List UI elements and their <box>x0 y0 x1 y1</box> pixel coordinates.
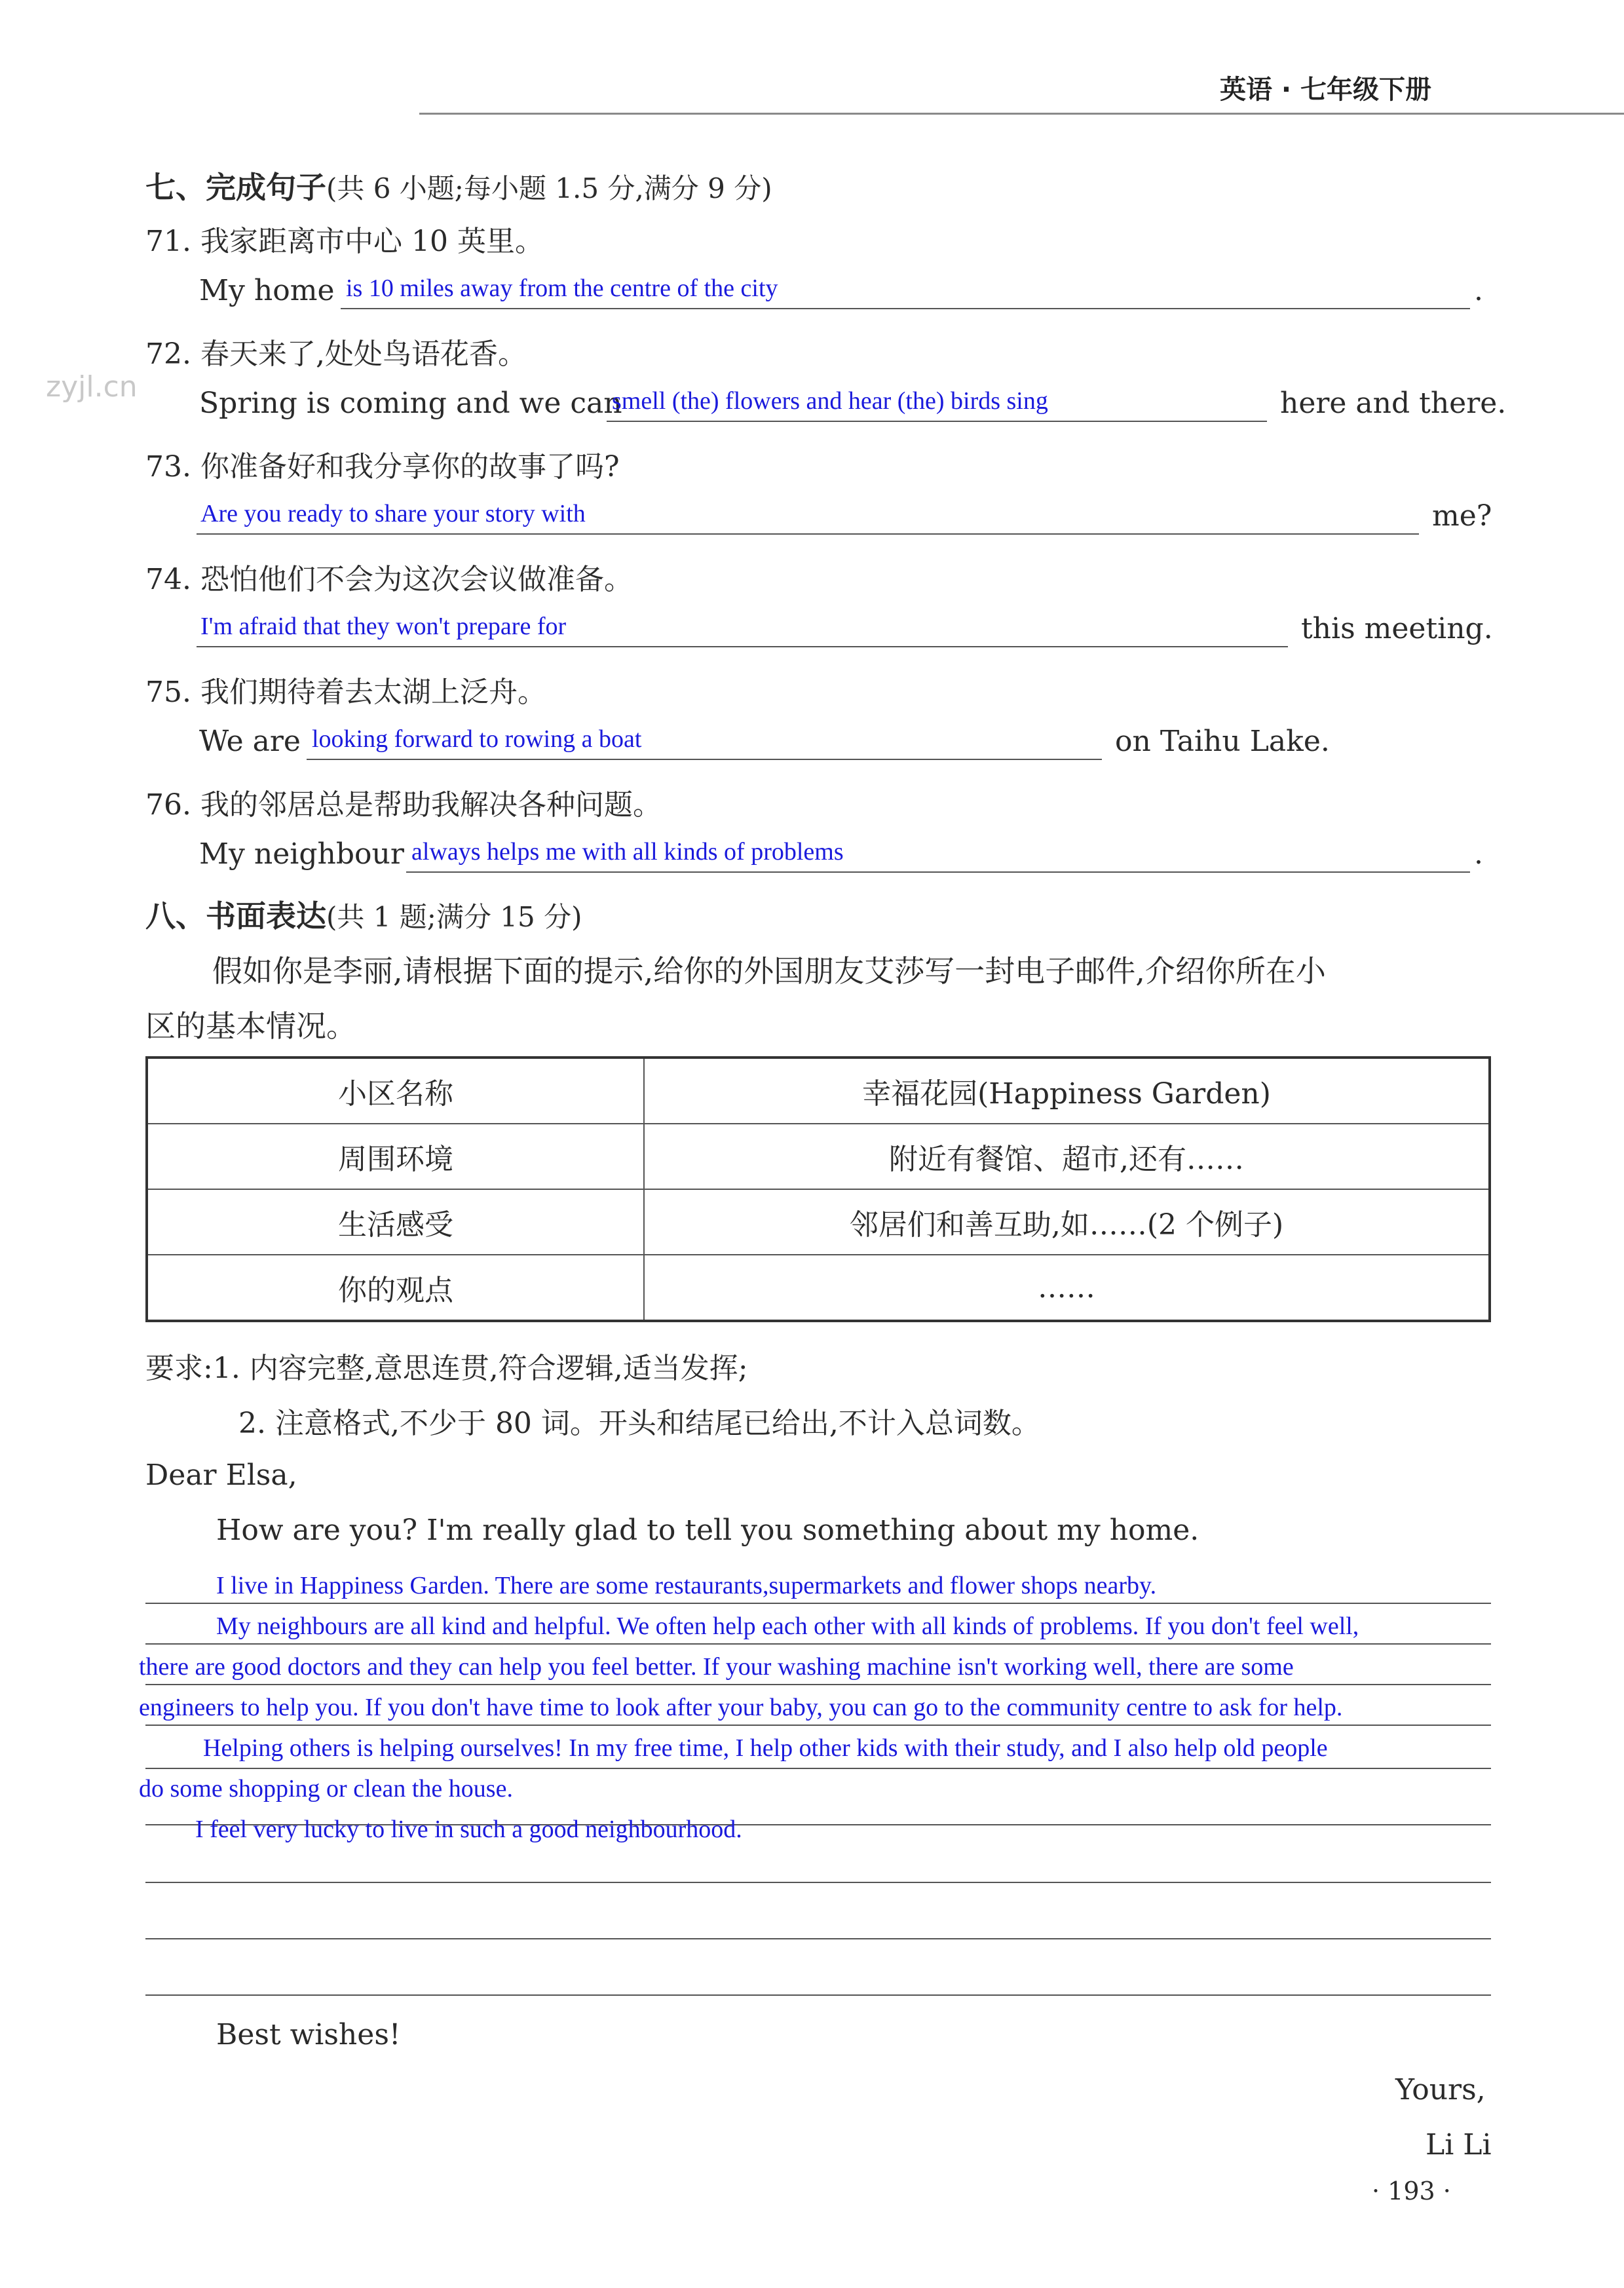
question-number: 75. <box>145 676 191 709</box>
question-chinese: 恐怕他们不会为这次会议做准备。 <box>200 563 633 596</box>
writing-line <box>145 1882 1491 1883</box>
q75-suffix: on Taihu Lake. <box>1115 725 1330 758</box>
table-cell-label: 生活感受 <box>147 1189 644 1255</box>
section8-title: 八、书面表达 <box>145 898 326 934</box>
question-number: 71. <box>145 225 191 258</box>
q76-answer: always helps me with all kinds of problems <box>411 838 844 866</box>
section7-title: 七、完成句子 <box>145 170 326 205</box>
q75-answer: looking forward to rowing a boat <box>312 725 642 753</box>
q72-prefix: Spring is coming and we can <box>199 387 622 420</box>
question-chinese: 我家距离市中心 10 英里。 <box>200 225 544 258</box>
header-title: 英语 · 七年级下册 <box>1220 75 1432 105</box>
requirement-1: 要求:1. 内容完整,意思连贯,符合逻辑,适当发挥; <box>145 1352 748 1385</box>
table-cell-value: 幸福花园(Happiness Garden) <box>644 1058 1490 1124</box>
essay-line: I live in Happiness Garden. There are some restaurants,supermarkets and flower shops nearby. <box>216 1572 1157 1599</box>
writing-line <box>145 1768 1491 1769</box>
page-number: · 193 · <box>1372 2177 1451 2205</box>
essay-line: Helping others is helping ourselves! In my free time, I help other kids with their study, and I also help old people <box>203 1734 1328 1762</box>
q75-blank-line <box>307 759 1102 760</box>
watermark: zyjl.cn <box>46 370 138 404</box>
table-cell-label: 小区名称 <box>147 1058 644 1124</box>
q76-suffix: . <box>1474 837 1483 871</box>
writing-line <box>145 1643 1491 1645</box>
writing-line <box>145 1684 1491 1685</box>
table-row <box>147 1058 1490 1124</box>
section7-heading <box>145 164 772 207</box>
question-73 <box>145 443 620 485</box>
q71-prefix: My home <box>199 274 335 307</box>
prompt-line-1: 假如你是李丽,请根据下面的提示,给你的外国朋友艾莎写一封电子邮件,介绍你所在小 <box>212 953 1326 989</box>
closing: Best wishes! <box>216 2018 401 2051</box>
question-chinese: 你准备好和我分享你的故事了吗? <box>200 450 620 484</box>
question-number: 74. <box>145 563 191 596</box>
essay-line: there are good doctors and they can help you feel better. If your washing machine isn't working well, there are some <box>139 1653 1294 1681</box>
section7-note: (共 6 小题;每小题 1.5 分,满分 9 分) <box>326 172 772 204</box>
essay-line: do some shopping or clean the house. <box>139 1775 513 1802</box>
signature-yours: Yours, <box>1395 2073 1486 2107</box>
table-row <box>147 1255 1490 1321</box>
table-row <box>147 1189 1490 1255</box>
signature-name: Li Li <box>1426 2128 1492 2162</box>
header-rule <box>419 113 1624 115</box>
q74-answer: I'm afraid that they won't prepare for <box>200 613 567 640</box>
q75-prefix: We are <box>199 725 301 758</box>
essay-line: My neighbours are all kind and helpful. We often help each other with all kinds of problems. If you don't feel well, <box>216 1612 1359 1640</box>
q73-answer: Are you ready to share your story with <box>200 500 586 527</box>
opening-sentence: How are you? I'm really glad to tell you something about my home. <box>216 1514 1199 1547</box>
question-74 <box>145 556 633 598</box>
question-72 <box>145 330 527 372</box>
q72-blank-line <box>607 421 1267 422</box>
table-row <box>147 1124 1490 1189</box>
writing-line <box>145 1938 1491 1939</box>
q72-suffix: here and there. <box>1280 387 1507 420</box>
table-cell-value: 邻居们和善互助,如……(2 个例子) <box>644 1189 1490 1255</box>
table-cell-label: 周围环境 <box>147 1124 644 1189</box>
q71-answer: is 10 miles away from the centre of the city <box>346 275 778 302</box>
section8-note: (共 1 题;满分 15 分) <box>326 901 582 933</box>
q74-blank-line <box>197 646 1288 647</box>
writing-line <box>145 1994 1491 1996</box>
question-chinese: 我的邻居总是帮助我解决各种问题。 <box>200 788 662 822</box>
q72-answer: smell (the) flowers and hear (the) birds sing <box>612 387 1048 415</box>
question-number: 72. <box>145 337 191 371</box>
q73-blank-line <box>197 533 1419 535</box>
question-chinese: 春天来了,处处鸟语花香。 <box>200 337 527 371</box>
writing-line <box>145 1725 1491 1726</box>
section8-heading <box>145 892 582 936</box>
q71-blank-line <box>341 308 1470 309</box>
writing-line <box>145 1603 1491 1604</box>
question-number: 73. <box>145 450 191 484</box>
q73-suffix: me? <box>1432 499 1492 533</box>
essay-line: engineers to help you. If you don't have time to look after your baby, you can go to the community centre to ask for help. <box>139 1694 1343 1721</box>
table-cell-label: 你的观点 <box>147 1255 644 1321</box>
essay-line: I feel very lucky to live in such a good neighbourhood. <box>195 1816 742 1843</box>
question-71 <box>145 218 544 259</box>
question-chinese: 我们期待着去太湖上泛舟。 <box>200 676 546 709</box>
table-cell-value: 附近有餐馆、超市,还有…… <box>644 1124 1490 1189</box>
question-76 <box>145 781 662 823</box>
question-75 <box>145 668 546 710</box>
q76-blank-line <box>406 871 1470 873</box>
requirement-2: 2. 注意格式,不少于 80 词。开头和结尾已给出,不计入总词数。 <box>238 1407 1040 1440</box>
q74-suffix: this meeting. <box>1301 612 1493 645</box>
q71-suffix: . <box>1474 274 1483 307</box>
q76-prefix: My neighbour <box>199 837 404 871</box>
info-table <box>145 1056 1491 1322</box>
greeting: Dear Elsa, <box>145 1459 297 1492</box>
question-number: 76. <box>145 788 191 822</box>
prompt-line-2: 区的基本情况。 <box>145 1008 356 1044</box>
table-cell-value: …… <box>644 1255 1490 1321</box>
